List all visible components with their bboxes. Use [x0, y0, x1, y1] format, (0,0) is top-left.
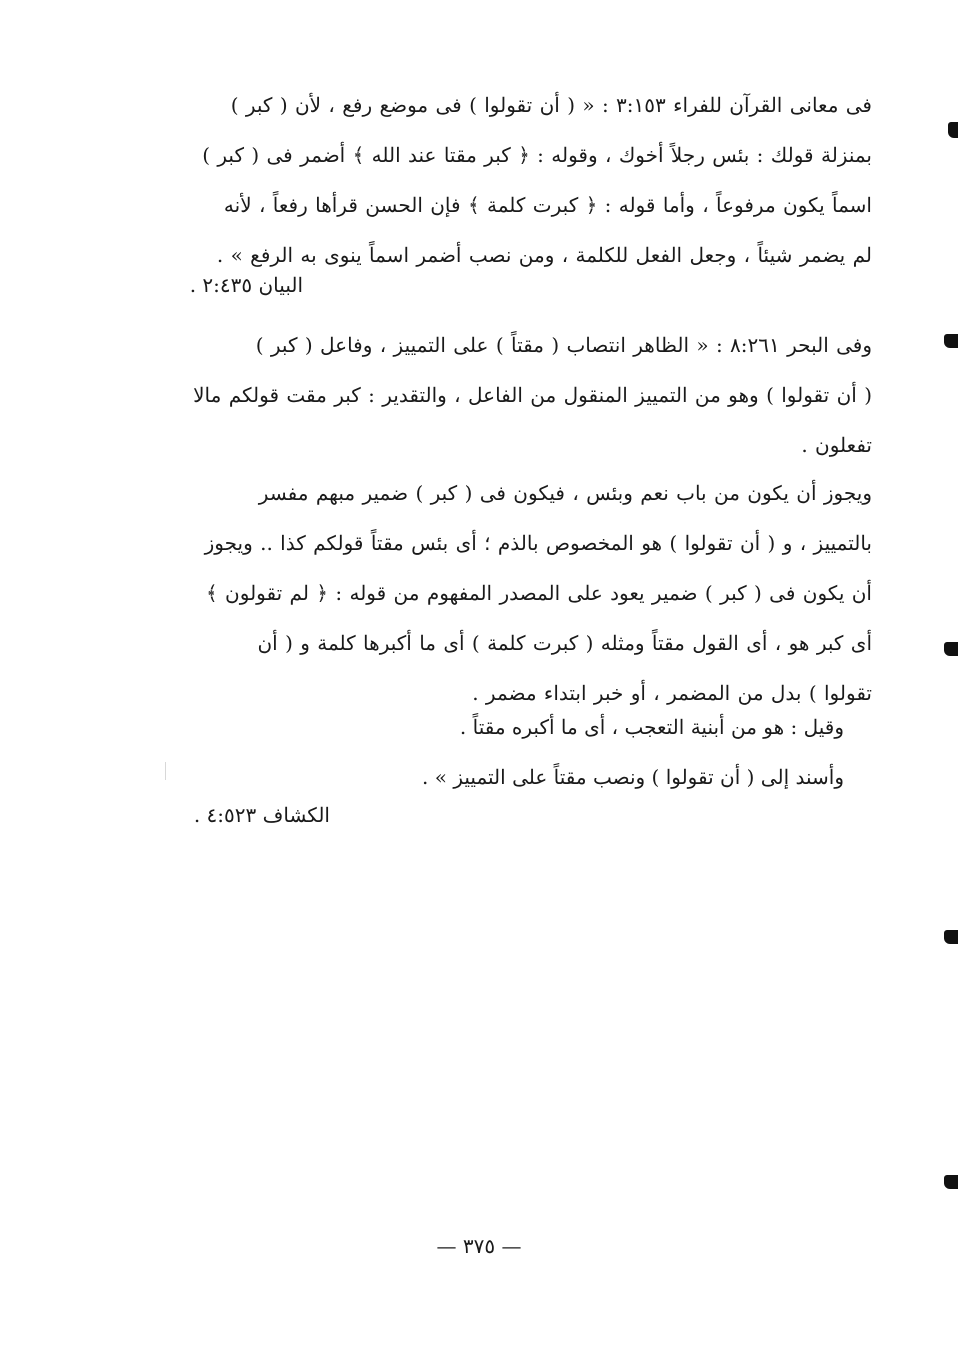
text-line: وقيل : هو من أبنية التعجب ، أى ما أكبره مقتاً .: [459, 715, 844, 739]
text-line: اسماً يكون مرفوعاً ، وأما قوله : ﴿ كبرت كلمة ﴾ فإن الحسن قرأها رفعاً ، لأنه: [223, 193, 872, 217]
text-line: تفعلون .: [801, 433, 872, 457]
paragraph-tajjub: [422, 702, 844, 802]
source-reference-bayan: البيان ٢:٤٣٥ .: [189, 273, 303, 297]
text-line: ( أن تقولوا ) وهو من التمييز المنقول من الفاعل ، والتقدير : كبر مقت قولكم مالا: [193, 383, 872, 407]
text-line: بمنزلة قولك : بئس رجلاً أخوك ، وقوله : ﴿ كبر مقتا عند الله ﴾ أضمر فى ( كبر ): [202, 143, 872, 167]
paragraph-bahr-quote: [150, 320, 872, 470]
text-line: لم يضمر شيئاً ، وجعل الفعل للكلمة ، ومن نصب أضمر اسماً ينوى به الرفع » .: [216, 243, 872, 267]
scan-artifact: [165, 762, 166, 780]
margin-mark: [944, 642, 958, 656]
margin-mark: [944, 930, 958, 944]
margin-mark: [944, 334, 958, 348]
text-line: فى معانى القرآن للفراء ٣:١٥٣ : « ( أن تقولوا ) فى موضع رفع ، لأن ( كبر ): [230, 93, 872, 117]
text-line: بالتمييز ، و ( أن تقولوا ) هو المخصوص بالذم ؛ أى بئس مقتاً قولكم كذا .. ويجوز: [204, 531, 872, 555]
page-number: — ٣٧٥ —: [436, 1234, 522, 1258]
text-line: ويجوز أن يكون من باب نعم وبئس ، فيكون فى ( كبر ) ضمير مبهم مفسر: [258, 481, 872, 505]
text-line: تقولوا ) بدل من المضمر ، أو خبر ابتداء مضمر .: [472, 681, 872, 705]
margin-mark: [948, 122, 958, 138]
paragraph-farra-quote: [150, 80, 872, 280]
paragraph-niam-bias: [150, 468, 872, 718]
text-line: أى كبر هو ، أى القول مقتاً ومثله ( كبرت كلمة ) أى ما أكبرها كلمة و ( أن: [257, 631, 872, 655]
text-line: وأسند إلى ( أن تقولوا ) ونصب مقتاً على التمييز » .: [422, 765, 844, 789]
margin-mark: [944, 1175, 958, 1189]
source-reference-kashshaf: الكشاف ٤:٥٢٣ .: [193, 803, 330, 827]
text-line: وفى البحر ٨:٢٦١ : « الظاهر انتصاب ( مقتاً ) على التمييز ، وفاعل ( كبر ): [255, 333, 872, 357]
text-line: أن يكون فى ( كبر ) ضمير يعود على المصدر المفهوم من قوله : ﴿ لم تقولون ﴾: [205, 581, 872, 605]
